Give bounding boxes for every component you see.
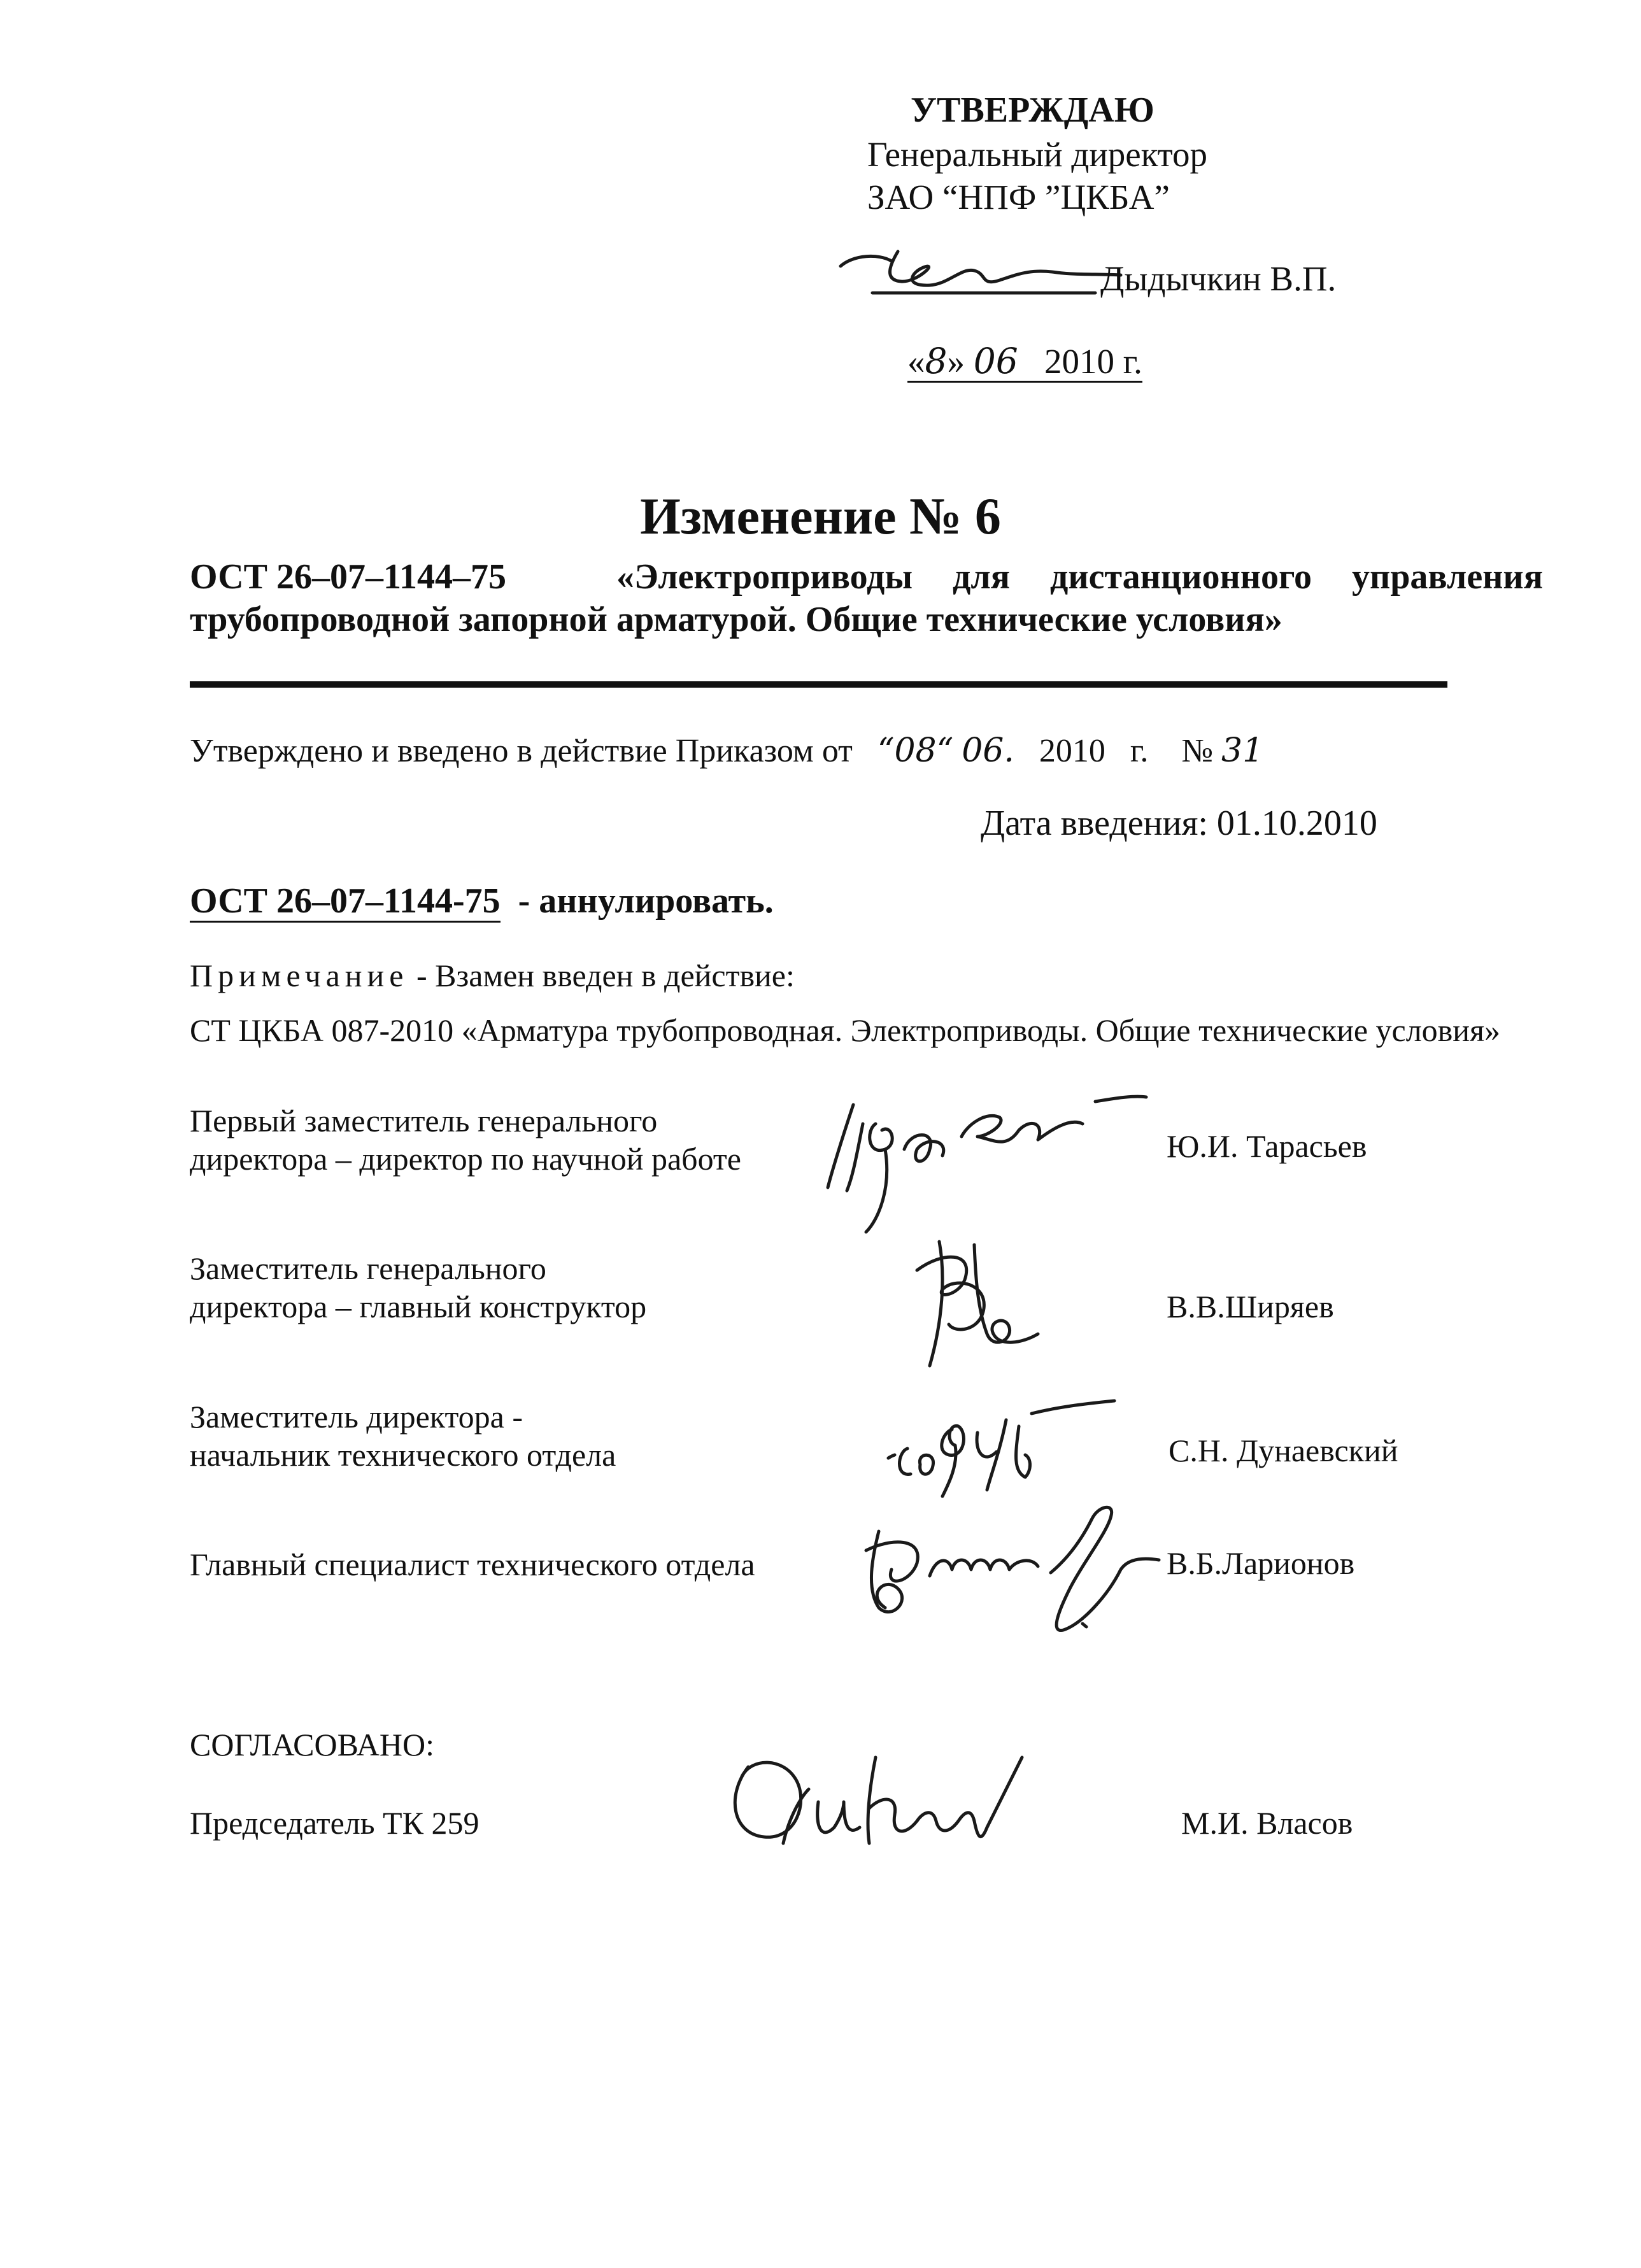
note-label: Примечание bbox=[190, 958, 409, 993]
agreed-signature bbox=[713, 1732, 1032, 1885]
agreed-name: М.И. Власов bbox=[1181, 1805, 1353, 1841]
signatory-1-signature bbox=[815, 1086, 1146, 1238]
signatory-3-name: С.Н. Дунаевский bbox=[1169, 1433, 1398, 1468]
standard-code: ОСТ 26–07–1144–75 bbox=[190, 557, 506, 597]
note-line bbox=[190, 960, 795, 991]
order-text: Утверждено и введено в действие Приказом от bbox=[190, 733, 853, 769]
approval-signatory: Дыдычкин В.П. bbox=[1100, 259, 1337, 298]
signatory-4-signature bbox=[841, 1493, 1184, 1646]
annul-line bbox=[190, 883, 774, 919]
director-signature bbox=[828, 242, 1121, 312]
approval-organization: ЗАО “НПФ ”ЦКБА” bbox=[867, 178, 1170, 216]
order-year: 2010 bbox=[1039, 733, 1105, 769]
signatory-2-position-line1: Заместитель генерального bbox=[190, 1251, 546, 1286]
annul-code: ОСТ 26–07–1144-75 bbox=[190, 881, 501, 923]
order-line bbox=[190, 734, 1263, 768]
note-text: - Взамен введен в действие: bbox=[416, 958, 795, 993]
annul-text: - аннулировать. bbox=[518, 881, 774, 921]
order-number-label: № bbox=[1181, 733, 1214, 769]
order-year-suffix: г. bbox=[1130, 733, 1149, 769]
standard-name-line2: трубопроводной запорной арматурой. Общие технические условия» bbox=[190, 600, 1282, 639]
signatory-4-name: В.Б.Ларионов bbox=[1167, 1545, 1355, 1581]
order-date-day: “08“ bbox=[877, 732, 954, 770]
signatory-2-signature bbox=[904, 1226, 1057, 1379]
signatory-2-position-line2: директора – главный конструктор bbox=[190, 1289, 647, 1324]
title-divider bbox=[190, 681, 1447, 688]
standard-name-line1: «Электроприводы для дистанционного управления bbox=[616, 557, 1543, 597]
signatory-1-name: Ю.И. Тарасьев bbox=[1167, 1128, 1367, 1164]
approval-date-year: 2010 г. bbox=[1044, 342, 1142, 381]
order-date-month: 06. bbox=[962, 732, 1014, 770]
signatory-3-signature bbox=[872, 1394, 1140, 1509]
note-replacement: СТ ЦКБА 087-2010 «Арматура трубопроводная. Электроприводы. Общие технические условия» bbox=[190, 1012, 1501, 1048]
order-number: 31 bbox=[1221, 732, 1264, 770]
approval-date-close-quote: » bbox=[947, 342, 965, 381]
signatory-1-position-line2: директора – директор по научной работе bbox=[190, 1141, 741, 1177]
approval-date bbox=[907, 341, 1142, 381]
approval-date-open-quote: « bbox=[907, 342, 925, 381]
change-title: Изменение № 6 bbox=[640, 487, 1001, 545]
approval-heading: УТВЕРЖДАЮ bbox=[911, 90, 1154, 130]
approval-position: Генеральный директор bbox=[867, 135, 1207, 174]
approval-date-month: 06 bbox=[973, 341, 1018, 381]
signatory-3-position-line2: начальник технического отдела bbox=[190, 1437, 616, 1473]
approval-date-day: 8 bbox=[925, 341, 948, 381]
signatory-4-position-line1: Главный специалист технического отдела bbox=[190, 1547, 755, 1582]
effective-date: Дата введения: 01.10.2010 bbox=[981, 804, 1377, 843]
agreed-position: Председатель ТК 259 bbox=[190, 1805, 480, 1841]
signatory-1-position-line1: Первый заместитель генерального bbox=[190, 1103, 658, 1138]
signatory-3-position-line1: Заместитель директора - bbox=[190, 1399, 523, 1435]
signatory-2-name: В.В.Ширяев bbox=[1167, 1289, 1334, 1324]
agreed-heading: СОГЛАСОВАНО: bbox=[190, 1727, 435, 1762]
